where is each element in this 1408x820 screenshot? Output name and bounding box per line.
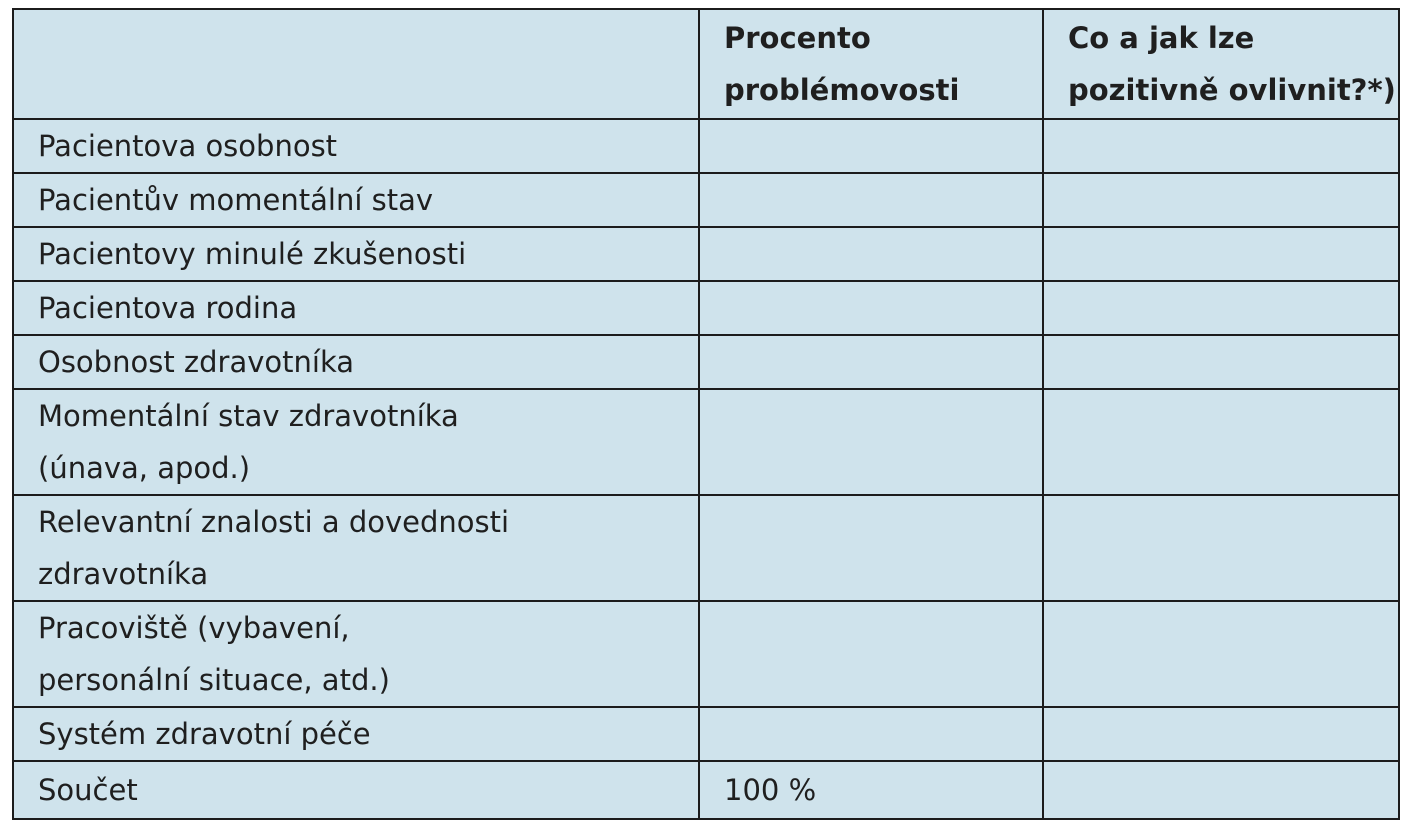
row-influence-cell xyxy=(1043,173,1399,227)
row-percent-cell xyxy=(699,707,1043,761)
row-label: Momentální stav zdravotníka (únava, apod.) xyxy=(13,389,699,495)
row-influence-cell xyxy=(1043,119,1399,173)
row-percent-cell xyxy=(699,173,1043,227)
row-label: Pacientovy minulé zkušenosti xyxy=(13,227,699,281)
row-percent-cell xyxy=(699,119,1043,173)
header-percent: Procento problémovosti xyxy=(699,9,1043,119)
row-label: Systém zdravotní péče xyxy=(13,707,699,761)
row-label: Relevantní znalosti a dovednosti zdravotníka xyxy=(13,495,699,601)
row-percent-cell xyxy=(699,495,1043,601)
table-row xyxy=(13,281,1399,335)
row-percent-cell xyxy=(699,601,1043,707)
row-influence-cell xyxy=(1043,495,1399,601)
table-row xyxy=(13,389,1399,495)
table-row xyxy=(13,707,1399,761)
row-label: Osobnost zdravotníka xyxy=(13,335,699,389)
row-influence-cell xyxy=(1043,389,1399,495)
row-label: Pacientova osobnost xyxy=(13,119,699,173)
row-percent-cell xyxy=(699,389,1043,495)
table-row xyxy=(13,601,1399,707)
row-percent-cell xyxy=(699,227,1043,281)
table-header-row xyxy=(13,9,1399,119)
table-row xyxy=(13,227,1399,281)
problem-table-container xyxy=(12,8,1398,807)
row-label: Pacientův momentální stav xyxy=(13,173,699,227)
table-row xyxy=(13,495,1399,601)
header-factor xyxy=(13,9,699,119)
total-percent: 100 % xyxy=(699,761,1043,819)
table-row xyxy=(13,119,1399,173)
problem-table xyxy=(12,8,1400,820)
row-percent-cell xyxy=(699,335,1043,389)
row-influence-cell xyxy=(1043,707,1399,761)
row-influence-cell xyxy=(1043,227,1399,281)
table-row xyxy=(13,173,1399,227)
table-row-total xyxy=(13,761,1399,819)
table-row xyxy=(13,335,1399,389)
row-influence-cell xyxy=(1043,281,1399,335)
header-influence: Co a jak lze pozitivně ovlivnit?*) xyxy=(1043,9,1399,119)
row-influence-cell xyxy=(1043,335,1399,389)
row-label: Pacientova rodina xyxy=(13,281,699,335)
total-influence-cell xyxy=(1043,761,1399,819)
row-percent-cell xyxy=(699,281,1043,335)
row-label: Pracoviště (vybavení, personální situace, atd.) xyxy=(13,601,699,707)
total-label: Součet xyxy=(13,761,699,819)
row-influence-cell xyxy=(1043,601,1399,707)
